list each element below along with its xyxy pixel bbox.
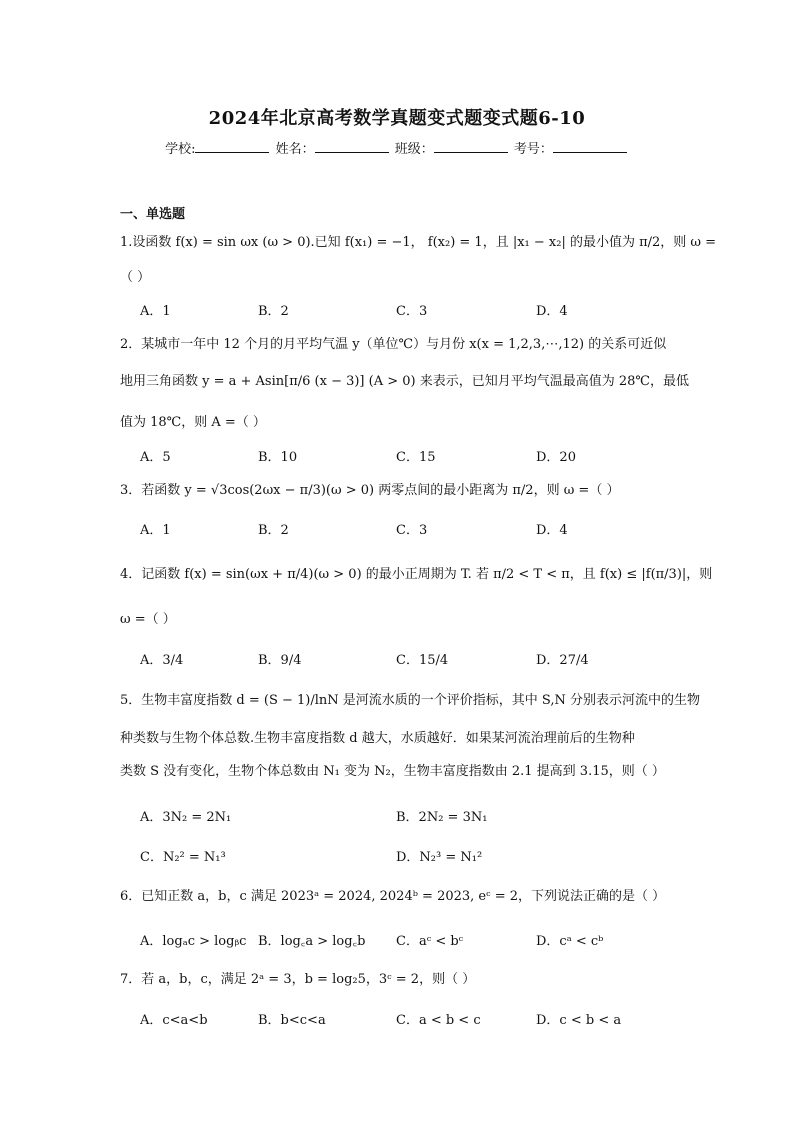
q2-option-c[interactable]: C．15 (396, 450, 436, 465)
q5-option-c[interactable]: C．N₂² = N₁³ (140, 850, 226, 865)
question-5-line-2: 种类数与生物个体总数.生物丰富度指数 d 越大，水质越好．如果某河流治理前后的生物种 (120, 731, 635, 746)
q3-option-b[interactable]: B．2 (258, 523, 289, 538)
exam-number-blank[interactable] (553, 140, 627, 153)
q3-option-c[interactable]: C．3 (396, 523, 428, 538)
q6-option-a[interactable]: A．logₐc > logᵦc (140, 934, 247, 949)
q4-option-d[interactable]: D．27/4 (536, 653, 589, 668)
question-4-line-2: ω =（ ） (120, 612, 176, 627)
class-blank[interactable] (434, 140, 508, 153)
q6-option-b[interactable]: B．log꜀a > log꜀b (258, 934, 366, 949)
q3-option-a[interactable]: A．1 (140, 523, 171, 538)
q2-option-b[interactable]: B．10 (258, 450, 298, 465)
question-6-line-1: 6．已知正数 a，b，c 满足 2023ᵃ = 2024, 2024ᵇ = 2023, eᶜ = 2，下列说法正确的是（ ） (120, 889, 666, 904)
exam-number-label: 考号： (513, 142, 553, 157)
q4-option-b[interactable]: B．9/4 (258, 653, 302, 668)
school-label: 学校: (165, 142, 196, 157)
q3-option-d[interactable]: D．4 (536, 523, 568, 538)
page-title: 2024年北京高考数学真题变式题变式题6-10 (208, 108, 586, 129)
class-label: 班级： (394, 142, 434, 157)
school-blank[interactable] (195, 140, 269, 153)
q7-option-d[interactable]: D．c < b < a (536, 1013, 622, 1028)
question-2-line-1: 2．某城市一年中 12 个月的月平均气温 y（单位℃）与月份 x(x = 1,2,3,⋯,12) 的关系可近似 (120, 337, 667, 352)
name-label: 姓名： (275, 142, 315, 157)
q1-option-c[interactable]: C．3 (396, 304, 428, 319)
q6-option-d[interactable]: D．cᵃ < cᵇ (536, 934, 604, 949)
q5-option-d[interactable]: D．N₂³ = N₁² (396, 850, 483, 865)
question-1-line-2: （ ） (120, 270, 151, 285)
question-5-line-1: 5．生物丰富度指数 d = (S − 1)/lnN 是河流水质的一个评价指标，其中 S,N 分别表示河流中的生物 (120, 693, 700, 708)
section-heading: 一、单选题 (120, 207, 186, 222)
q7-option-c[interactable]: C．a < b < c (396, 1013, 481, 1028)
q5-option-b[interactable]: B．2N₂ = 3N₁ (396, 810, 488, 825)
name-blank[interactable] (315, 140, 389, 153)
question-1-line-1: 1.设函数 f(x) = sin ωx (ω > 0).已知 f(x₁) = −1， f(x₂) = 1，且 |x₁ − x₂| 的最小值为 π/2，则 ω = (120, 235, 717, 250)
question-5-line-3: 类数 S 没有变化，生物个体总数由 N₁ 变为 N₂，生物丰富度指数由 2.1 提高到 3.15，则（ ） (120, 764, 665, 779)
q1-option-b[interactable]: B．2 (258, 304, 289, 319)
question-7-line-1: 7．若 a，b，c，满足 2ᵃ = 3，b = log₂5，3ᶜ = 2，则（ ） (120, 972, 476, 987)
q4-option-c[interactable]: C．15/4 (396, 653, 449, 668)
question-4-line-1: 4．记函数 f(x) = sin(ωx + π/4)(ω > 0) 的最小正周期为 T. 若 π/2 < T < π，且 f(x) ≤ |f(π/3)|，则 (120, 567, 713, 582)
q6-option-c[interactable]: C．aᶜ < bᶜ (396, 934, 464, 949)
q7-option-a[interactable]: A．c<a<b (140, 1013, 208, 1028)
question-3-line-1: 3．若函数 y = √3cos(2ωx − π/3)(ω > 0) 两零点间的最小距离为 π/2，则 ω =（ ） (120, 483, 620, 498)
q5-option-a[interactable]: A．3N₂ = 2N₁ (140, 810, 232, 825)
q2-option-a[interactable]: A．5 (140, 450, 171, 465)
q7-option-b[interactable]: B．b<c<a (258, 1013, 326, 1028)
q4-option-a[interactable]: A．3/4 (140, 653, 184, 668)
q1-option-d[interactable]: D．4 (536, 304, 568, 319)
question-2-line-3: 值为 18℃，则 A =（ ） (120, 415, 266, 430)
q1-option-a[interactable]: A．1 (140, 304, 171, 319)
q2-option-d[interactable]: D．20 (536, 450, 576, 465)
question-2-line-2: 地用三角函数 y = a + Asin[π/6 (x − 3)] (A > 0) 来表示，已知月平均气温最高值为 28℃，最低 (120, 374, 689, 389)
student-info-fields (0, 138, 794, 157)
